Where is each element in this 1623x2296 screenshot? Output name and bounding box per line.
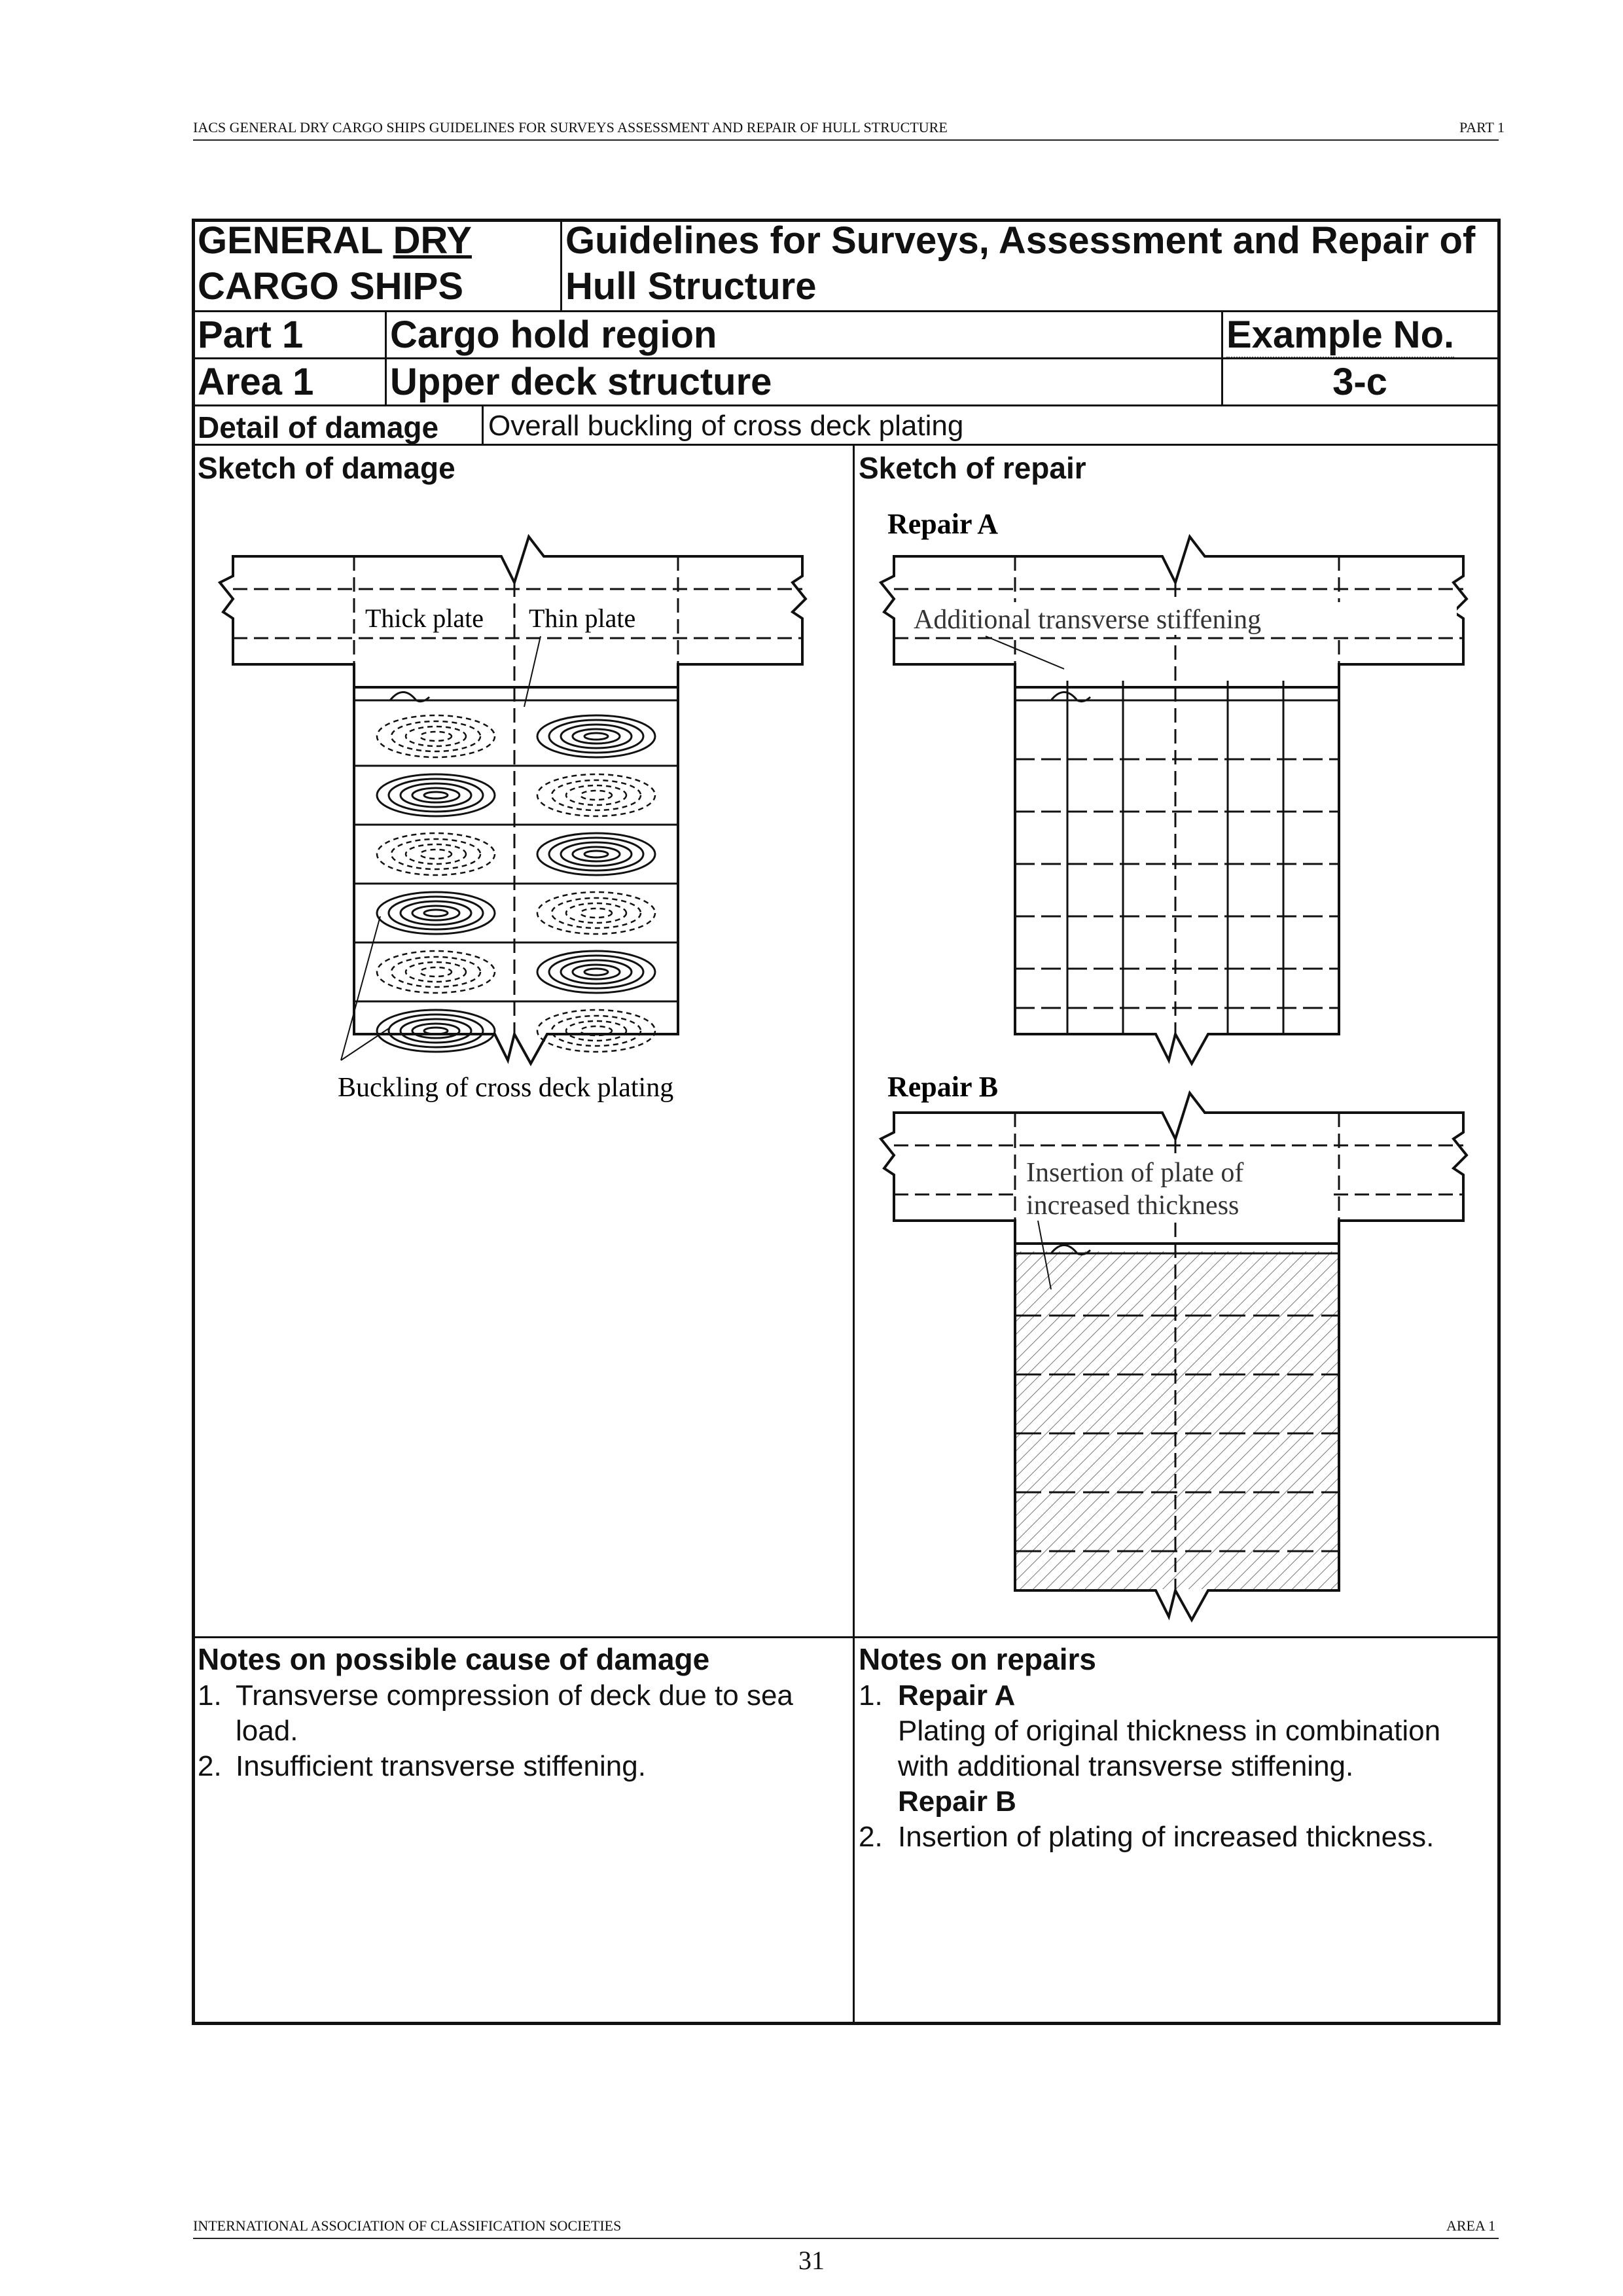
thin-plate-label: Thin plate	[529, 603, 636, 633]
detail-label: Detail of damage	[198, 410, 439, 444]
rule-title-divider	[560, 220, 562, 312]
repair-a-label: Additional transverse stiffening	[914, 605, 1262, 635]
footer-rule	[193, 2238, 1499, 2239]
rule-title-bottom	[194, 310, 1499, 312]
notes-repair-heading: Notes on repairs	[859, 1642, 1096, 1676]
cause-note-1-line1: Transverse compression of deck due to sea	[236, 1679, 793, 1712]
area-label: Area 1	[198, 361, 314, 403]
repair-note-b-title: Repair B	[898, 1785, 1016, 1818]
repair-sketch	[855, 484, 1499, 1636]
footer-organisation: INTERNATIONAL ASSOCIATION OF CLASSIFICATION SOCIETIES	[193, 2217, 622, 2234]
buckling-label: Buckling of cross deck plating	[338, 1073, 674, 1103]
repair-note-1-line1: Plating of original thickness in combination	[898, 1715, 1441, 1747]
rule-area-bottom	[194, 404, 1499, 406]
part-label: Part 1	[198, 314, 304, 356]
guidelines-title-line1: Guidelines for Surveys, Assessment and Repair of	[565, 219, 1476, 262]
cause-note-1-number: 1.	[198, 1679, 222, 1712]
rule-sketch-bottom	[194, 1636, 1499, 1638]
thick-plate-label: Thick plate	[365, 603, 484, 633]
repair-note-1-number: 1.	[859, 1679, 883, 1712]
sketch-repair-heading: Sketch of repair	[859, 451, 1086, 485]
rule-label-divider	[385, 310, 387, 406]
guidelines-title-line2: Hull Structure	[565, 265, 817, 308]
repair-b-title: Repair B	[887, 1071, 999, 1103]
repair-b-label-line1: Insertion of plate of	[1026, 1158, 1244, 1188]
repair-note-2-number: 2.	[859, 1821, 883, 1853]
cause-note-2-line1: Insufficient transverse stiffening.	[236, 1750, 646, 1782]
rule-detail-divider	[482, 404, 484, 445]
damage-sketch	[194, 484, 852, 1139]
cause-note-1-line2: load.	[236, 1715, 298, 1747]
repair-note-1-line2: with additional transverse stiffening.	[898, 1750, 1354, 1782]
ship-type-line2: CARGO SHIPS	[198, 265, 464, 308]
example-number: 3-c	[1332, 361, 1387, 403]
footer-area: AREA 1	[1446, 2217, 1496, 2234]
running-header-title: IACS GENERAL DRY CARGO SHIPS GUIDELINES FOR SURVEYS ASSESSMENT AND REPAIR OF HULL STRUCTURE	[193, 119, 948, 135]
repair-note-2-line1: Insertion of plating of increased thickness.	[898, 1821, 1435, 1853]
example-label: Example No.	[1226, 313, 1454, 358]
notes-cause-heading: Notes on possible cause of damage	[198, 1642, 710, 1676]
sketch-damage-heading: Sketch of damage	[198, 451, 455, 485]
header-rule	[193, 139, 1499, 141]
repair-note-1-title: Repair A	[898, 1679, 1016, 1712]
running-header-part: PART 1	[1459, 119, 1505, 135]
repair-a-title: Repair A	[887, 508, 999, 540]
area-value: Upper deck structure	[390, 361, 772, 403]
page-number: 31	[798, 2246, 825, 2275]
detail-value: Overall buckling of cross deck plating	[488, 410, 964, 442]
ship-type-line1: GENERAL DRY	[198, 219, 472, 262]
cause-note-2-number: 2.	[198, 1750, 222, 1782]
part-value: Cargo hold region	[390, 314, 717, 356]
repair-b-label-line2: increased thickness	[1026, 1191, 1240, 1221]
